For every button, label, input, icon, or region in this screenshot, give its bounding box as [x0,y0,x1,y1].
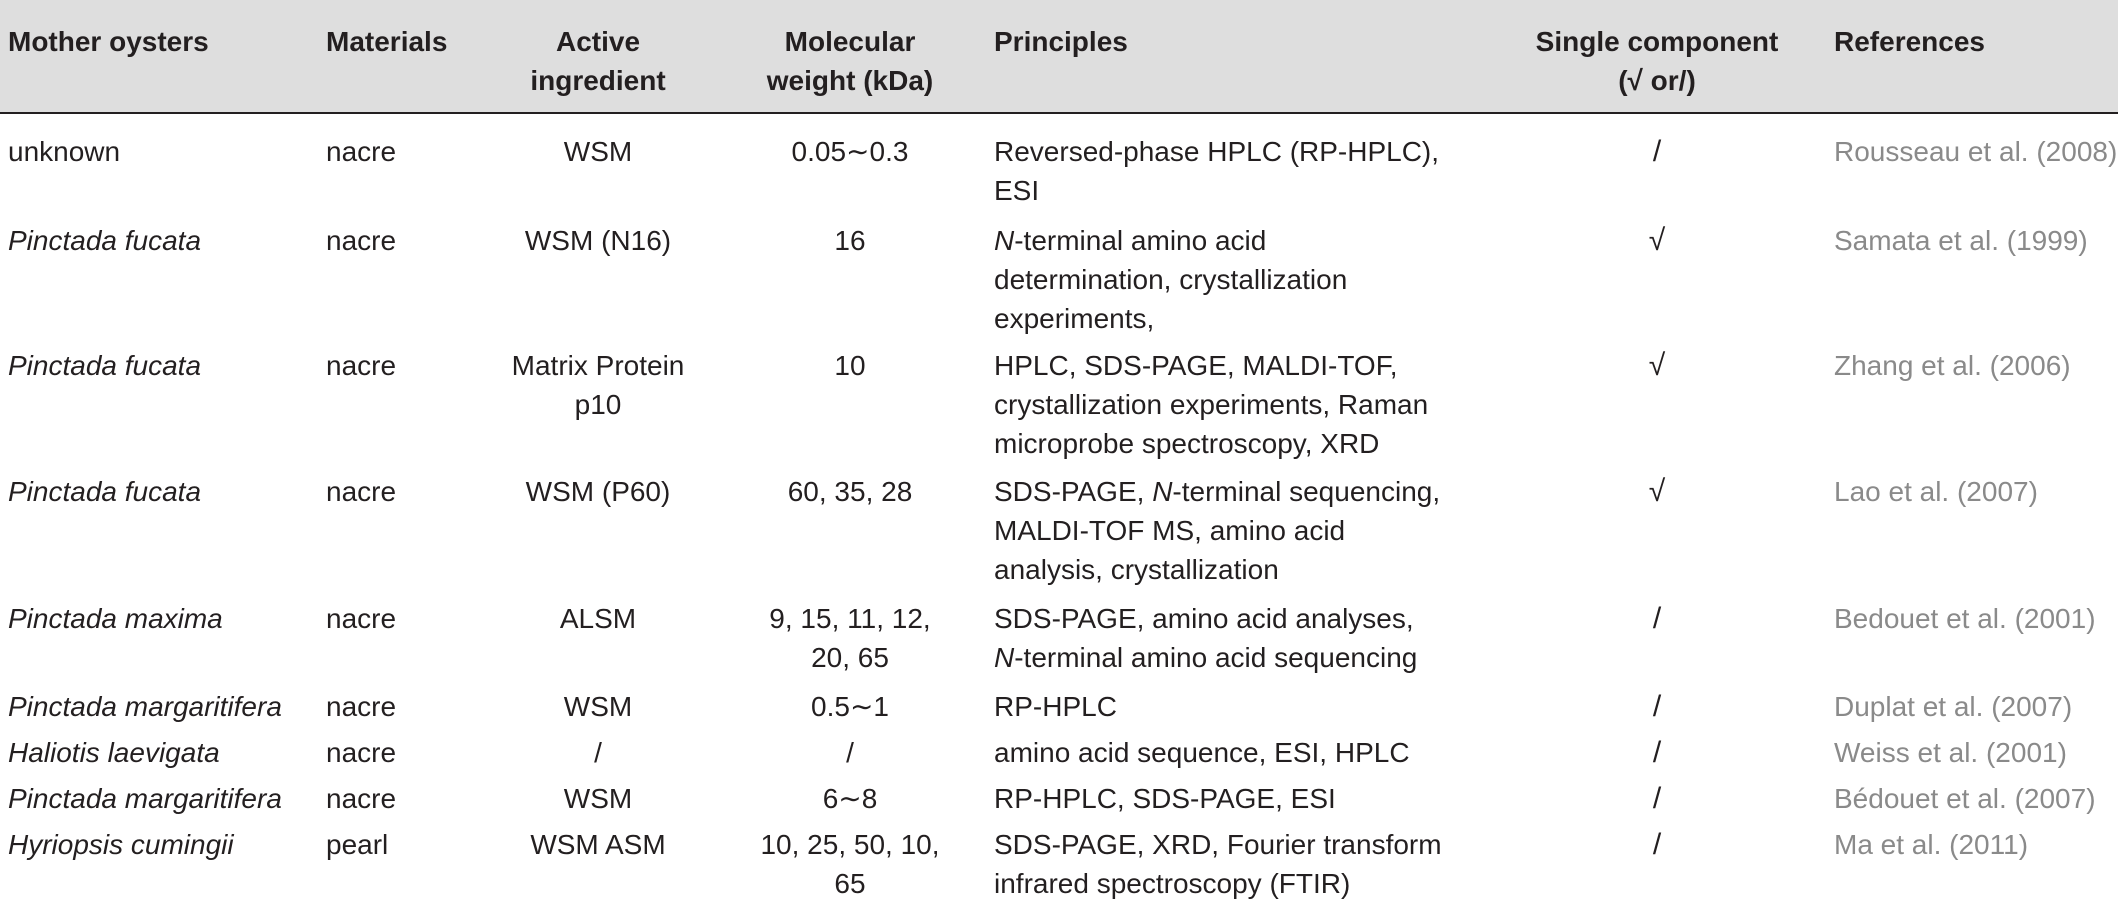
single-component-cell: / [1652,782,1662,815]
n-terminal-prefix: N [994,642,1015,673]
reference-cell: Duplat et al. (2007) [1834,691,2073,722]
principles-text: -terminal amino acid sequencing [1014,642,1418,673]
principles-cell-line2: MALDI-TOF MS, amino acid [994,515,1346,546]
material-cell: nacre [326,225,397,256]
material-cell: pearl [326,829,389,860]
molecular-weight-cell: 60, 35, 28 [787,476,913,507]
principles-cell-line2 [994,638,1417,677]
single-component-cell: √ [1648,349,1666,382]
principles-cell: amino acid sequence, ESI, HPLC [994,737,1410,768]
principles-cell-line1: Reversed-phase HPLC (RP-HPLC), [994,136,1440,167]
mother-oyster-cell: Pinctada fucata [8,476,202,507]
active-ingredient-cell: WSM [563,783,633,814]
header-single-component-line1: Single component [1535,26,1779,57]
n-terminal-prefix: N [1152,476,1173,507]
single-component-cell: √ [1648,224,1666,257]
principles-cell-line2: determination, crystallization [994,264,1348,295]
mother-oyster-cell: Haliotis laevigata [8,737,220,768]
active-ingredient-cell-line2: p10 [574,389,622,420]
principles-cell: RP-HPLC [994,691,1117,722]
principles-text: -terminal amino acid [1014,225,1267,256]
header-principles: Principles [994,26,1128,57]
n-terminal-prefix: N [994,225,1015,256]
material-cell: nacre [326,136,397,167]
principles-cell-line3: experiments, [994,303,1155,334]
mother-oyster-cell: unknown [8,136,121,167]
single-component-cell: / [1652,736,1662,769]
reference-cell: Zhang et al. (2006) [1834,350,2071,381]
header-mother-oysters: Mother oysters [8,26,209,57]
reference-cell: Bedouet et al. (2001) [1834,603,2096,634]
reference-cell: Weiss et al. (2001) [1834,737,2067,768]
principles-cell-line2: ESI [994,175,1040,206]
molecular-weight-cell: 16 [834,225,866,256]
reference-cell: Bédouet et al. (2007) [1834,783,2096,814]
principles-cell-line1 [994,472,1440,511]
single-component-cell: / [1652,690,1662,723]
active-ingredient-cell-line1: Matrix Protein [511,350,685,381]
principles-cell-line1: HPLC, SDS-PAGE, MALDI-TOF, [994,350,1398,381]
header-molecular-weight-line2: weight (kDa) [766,65,934,96]
active-ingredient-cell: WSM [563,691,633,722]
molecular-weight-cell: 6∼8 [822,783,878,814]
principles-cell-line3: analysis, crystallization [994,554,1279,585]
principles-text: -terminal sequencing, [1172,476,1441,507]
header-references: References [1834,26,1985,57]
molecular-weight-cell-line1: 9, 15, 11, 12, [769,603,931,634]
mother-oyster-cell: Hyriopsis cumingii [8,829,234,860]
principles-text: SDS-PAGE, [994,476,1153,507]
molecular-weight-cell: 0.5∼1 [811,691,889,722]
single-component-cell: / [1652,135,1662,168]
mother-oyster-cell: Pinctada maxima [8,603,223,634]
principles-cell-line2: crystallization experiments, Raman [994,389,1429,420]
active-ingredient-cell: / [594,737,602,768]
header-active-ingredient-line1: Active [555,26,641,57]
single-component-cell: √ [1648,475,1666,508]
header-materials: Materials [326,26,448,57]
single-component-cell: / [1652,602,1662,635]
header-single-component-line2: (√ or/) [1618,65,1696,96]
principles-cell-line1 [994,221,1266,260]
reference-cell: Samata et al. (1999) [1834,225,2088,256]
mother-oyster-cell: Pinctada margaritifera [8,783,282,814]
molecular-weight-cell-line2: 20, 65 [811,642,889,673]
material-cell: nacre [326,350,397,381]
mother-oyster-cell: Pinctada fucata [8,350,202,381]
material-cell: nacre [326,783,397,814]
material-cell: nacre [326,603,397,634]
active-ingredient-cell: WSM [563,136,633,167]
active-ingredient-cell: ALSM [559,603,637,634]
molecular-weight-cell-line2: 65 [834,868,866,899]
reference-cell: Lao et al. (2007) [1834,476,2038,507]
header-active-ingredient-line2: ingredient [530,65,666,96]
principles-cell-line1: SDS-PAGE, amino acid analyses, [994,603,1414,634]
material-cell: nacre [326,691,397,722]
molecular-weight-cell: / [846,737,854,768]
mother-oyster-cell: Pinctada fucata [8,225,202,256]
molecular-weight-cell: 10 [834,350,866,381]
material-cell: nacre [326,737,397,768]
molecular-weight-cell-line1: 10, 25, 50, 10, [760,829,940,860]
header-divider [0,112,2118,114]
reference-cell: Rousseau et al. (2008) [1834,136,2118,167]
single-component-cell: / [1652,828,1662,861]
reference-cell: Ma et al. (2011) [1834,829,2029,860]
header-molecular-weight-line1: Molecular [784,26,916,57]
principles-cell: RP-HPLC, SDS-PAGE, ESI [994,783,1336,814]
principles-cell-line3: microprobe spectroscopy, XRD [994,428,1380,459]
mother-oyster-cell: Pinctada margaritifera [8,691,282,722]
principles-cell-line2: infrared spectroscopy (FTIR) [994,868,1351,899]
principles-cell-line1: SDS-PAGE, XRD, Fourier transform [994,829,1442,860]
active-ingredient-cell: WSM ASM [530,829,666,860]
active-ingredient-cell: WSM (P60) [525,476,671,507]
active-ingredient-cell: WSM (N16) [524,225,672,256]
material-cell: nacre [326,476,397,507]
molecular-weight-cell: 0.05∼0.3 [791,136,909,167]
